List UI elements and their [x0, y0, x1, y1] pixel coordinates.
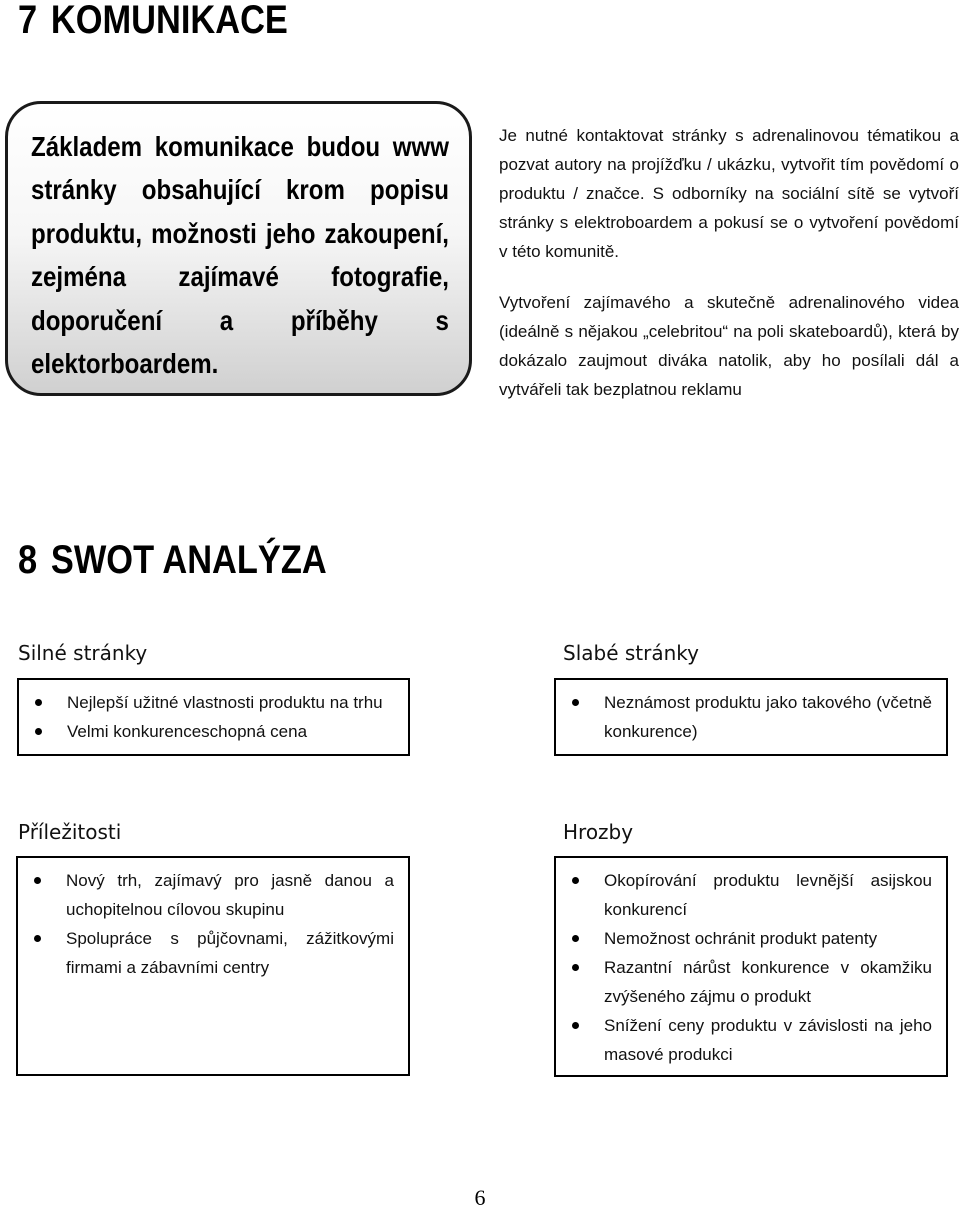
section-number: 8	[18, 538, 38, 582]
list-item: Nový trh, zajímavý pro jasně danou a uchopitelnou cílovou skupinu	[18, 866, 394, 924]
bullet-icon	[35, 699, 42, 706]
weaknesses-list	[556, 688, 932, 746]
paragraph-video: Vytvoření zajímavého a skutečně adrenalinového videa (ideálně s nějakou „celebritou“ na poli skateboardů), která by dokázalo zaujmout diváka natolik, aby ho posílali dál a vytvářeli tak bezplatnou reklamu	[499, 293, 959, 399]
section-8-heading	[18, 540, 327, 580]
threats-label: Hrozby	[563, 820, 634, 844]
bullet-icon	[34, 935, 41, 942]
strengths-label: Silné stránky	[18, 641, 148, 665]
section-title: SWOT ANALÝZA	[50, 538, 327, 582]
strengths-list	[19, 688, 408, 746]
list-item: Nejlepší užitné vlastnosti produktu na trhu	[19, 688, 408, 717]
list-item: Nemožnost ochránit produkt patenty	[556, 924, 932, 953]
list-item: Okopírování produktu levnější asijskou konkurencí	[556, 866, 932, 924]
bullet-icon	[35, 728, 42, 735]
opportunities-list	[18, 866, 394, 982]
list-item: Spolupráce s půjčovnami, zážitkovými firmami a zábavními centry	[18, 924, 394, 982]
bullet-icon	[572, 964, 579, 971]
bullet-icon	[572, 699, 579, 706]
bullet-icon	[34, 877, 41, 884]
opportunities-box	[16, 856, 410, 1076]
threats-list	[556, 866, 932, 1069]
section-7-heading	[18, 0, 288, 40]
bullet-icon	[572, 935, 579, 942]
section-number: 7	[18, 0, 38, 42]
section-title: KOMUNIKACE	[50, 0, 288, 42]
bullet-icon	[572, 1022, 579, 1029]
threats-box	[554, 856, 948, 1077]
paragraph-contact: Je nutné kontaktovat stránky s adrenalinovou tématikou a pozvat autory na projížďku / ukázku, vytvořit tím povědomí o produktu / značce. S odborníky na sociální sítě se vytvoří stránky s elektroboardem a pokusí se o vytvoření povědomí v této komunitě.	[499, 126, 959, 261]
page-number: 6	[474, 1185, 486, 1210]
weaknesses-box	[554, 678, 948, 756]
callout-text: Základem komunikace budou www stránky obsahující krom popisu produktu, možnosti jeho zakoupení, zejména zajímavé fotografie, doporučení a příběhy s elektorboardem.	[31, 131, 449, 380]
opportunities-label: Příležitosti	[18, 820, 122, 844]
bullet-icon	[572, 877, 579, 884]
strengths-box	[17, 678, 410, 756]
list-item: Velmi konkurenceschopná cena	[19, 717, 408, 746]
weaknesses-label: Slabé stránky	[563, 641, 699, 665]
list-item: Razantní nárůst konkurence v okamžiku zvýšeného zájmu o produkt	[556, 953, 932, 1011]
list-item: Snížení ceny produktu v závislosti na jeho masové produkci	[556, 1011, 932, 1069]
list-item: Neznámost produktu jako takového (včetně konkurence)	[556, 688, 932, 746]
